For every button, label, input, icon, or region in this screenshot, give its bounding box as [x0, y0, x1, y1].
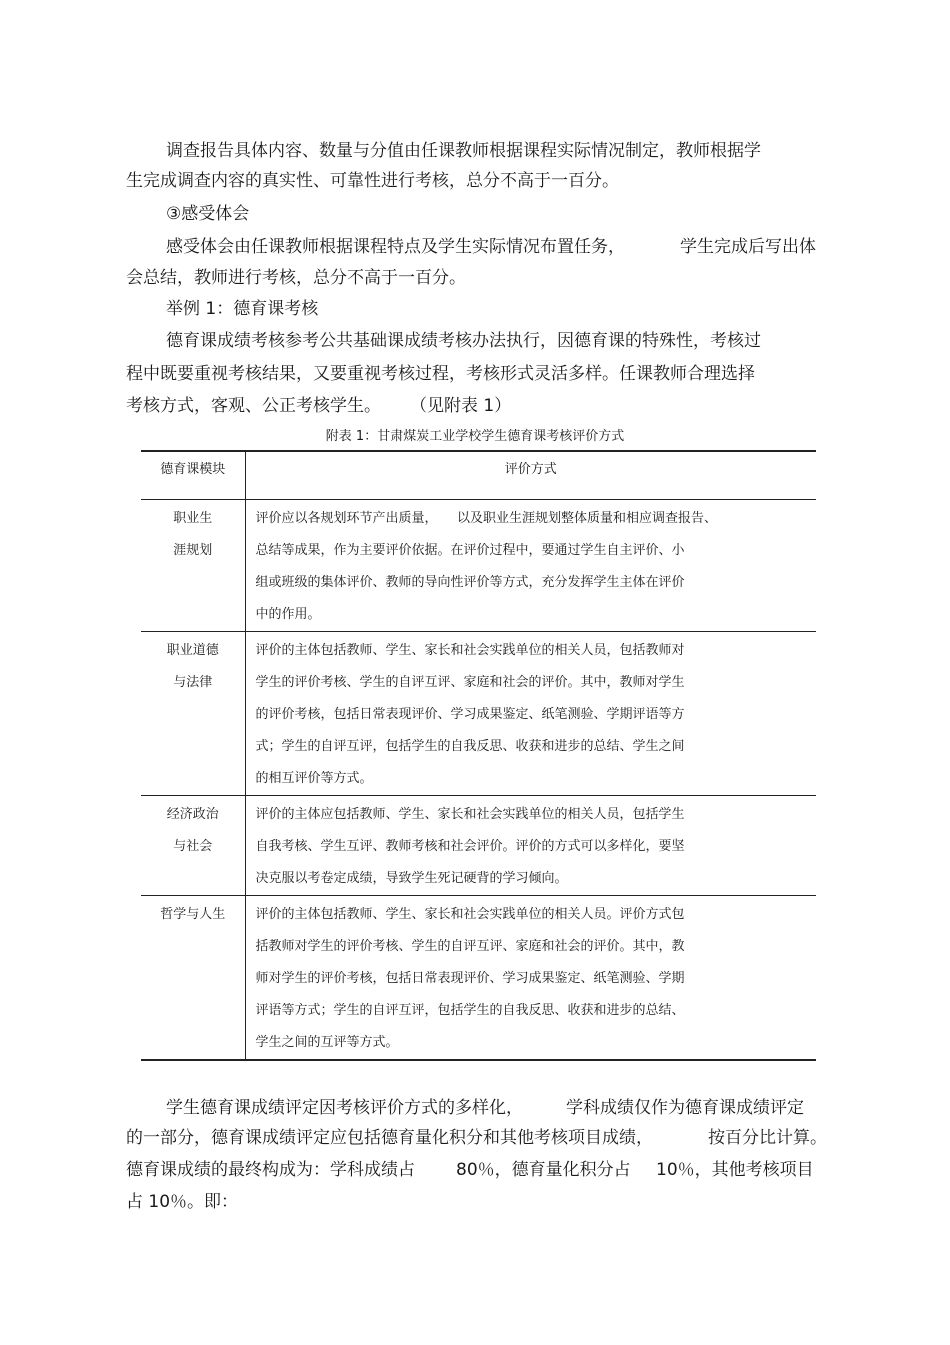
evaluation-line: 组或班级的集体评价、教师的导向性评价等方式，充分发挥学生主体在评价 [255, 574, 685, 590]
table-row [141, 895, 816, 1060]
outro-line-2b: 按百分比计算。 [708, 1128, 827, 1148]
intro-line-7: 德育课成绩考核参考公共基础课成绩考核办法执行，因德育课的特殊性，考核过 [166, 331, 761, 351]
intro-line-4a: 感受体会由任课教师根据课程特点及学生实际情况布置任务， [166, 237, 625, 257]
outro-line-3b: 80％，德育量化积分占 [456, 1160, 631, 1180]
evaluation-line: 决克服以考卷定成绩，导致学生死记硬背的学习倾向。 [255, 870, 568, 886]
evaluation-line: 自我考核、学生互评、教师考核和社会评价。评价的方式可以多样化，要坚 [255, 838, 685, 854]
intro-line-9b: （见附表 1） [410, 396, 512, 416]
evaluation-cell [245, 499, 816, 631]
intro-line-4b: 学生完成后写出体 [680, 237, 816, 257]
module-name-line: 职业生 [173, 510, 213, 526]
intro-line-2: 生完成调查内容的真实性、可靠性进行考核，总分不高于一百分。 [126, 171, 619, 191]
intro-line-1: 调查报告具体内容、数量与分值由任课教师根据课程实际情况制定，教师根据学 [166, 141, 761, 161]
intro-line-9a: 考核方式，客观、公正考核学生。 [126, 396, 381, 416]
evaluation-line: 评价应以各规划环节产出质量， 以及职业生涯规划整体质量和相应调查报告、 [255, 510, 718, 526]
module-cell [141, 795, 245, 895]
evaluation-line: 括教师对学生的评价考核、学生的自评互评、家庭和社会的评价。其中，教 [255, 938, 685, 954]
module-cell [141, 895, 245, 1060]
section-heading-feelings: ③感受体会 [166, 204, 250, 224]
evaluation-line: 学生的评价考核、学生的自评互评、家庭和社会的评价。其中，教师对学生 [255, 674, 685, 690]
table-row [141, 631, 816, 795]
table-header-row [141, 451, 816, 499]
evaluation-line: 评价的主体包括教师、学生、家长和社会实践单位的相关人员。评价方式包 [255, 906, 685, 922]
table-caption: 附表 1：甘肃煤炭工业学校学生德育课考核评价方式 [325, 429, 625, 444]
example-heading: 举例 1：德育课考核 [166, 299, 319, 319]
module-name-line: 哲学与人生 [160, 906, 226, 922]
outro-line-1b: 学科成绩仅作为德育课成绩评定 [566, 1098, 804, 1118]
module-name-line: 与法律 [173, 674, 213, 690]
outro-line-4: 占 10％。即： [126, 1192, 239, 1212]
module-name-line: 经济政治 [166, 806, 219, 822]
evaluation-line: 总结等成果，作为主要评价依据。在评价过程中，要通过学生自主评价、小 [255, 542, 685, 558]
outro-line-3c: 10％，其他考核项目 [656, 1160, 814, 1180]
evaluation-line: 的评价考核，包括日常表现评价、学习成果鉴定、纸笔测验、学期评语等方 [255, 706, 685, 722]
module-cell [141, 631, 245, 795]
evaluation-line: 评语等方式；学生的自评互评，包括学生的自我反思、收获和进步的总结、 [255, 1002, 685, 1018]
evaluation-line: 评价的主体包括教师、学生、家长和社会实践单位的相关人员，包括教师对 [255, 642, 685, 658]
evaluation-cell [245, 795, 816, 895]
module-cell [141, 499, 245, 631]
evaluation-line: 师对学生的评价考核，包括日常表现评价、学习成果鉴定、纸笔测验、学期 [255, 970, 685, 986]
outro-line-3a: 德育课成绩的最终构成为：学科成绩占 [126, 1160, 415, 1180]
intro-line-5: 会总结，教师进行考核，总分不高于一百分。 [126, 268, 466, 288]
evaluation-line: 式；学生的自评互评，包括学生的自我反思、收获和进步的总结、学生之间 [255, 738, 685, 754]
table-row [141, 499, 816, 631]
outro-line-1a: 学生德育课成绩评定因考核评价方式的多样化， [166, 1098, 523, 1118]
intro-line-8: 程中既要重视考核结果，又要重视考核过程，考核形式灵活多样。任课教师合理选择 [126, 364, 755, 384]
header-evaluation: 评价方式 [504, 462, 557, 477]
module-name-line: 涯规划 [173, 542, 213, 558]
evaluation-line: 学生之间的互评等方式。 [255, 1034, 399, 1050]
module-name-line: 职业道德 [166, 642, 219, 658]
header-module: 德育课模块 [141, 451, 245, 499]
evaluation-line: 评价的主体应包括教师、学生、家长和社会实践单位的相关人员，包括学生 [255, 806, 685, 822]
evaluation-line: 中的作用。 [255, 606, 321, 622]
evaluation-line: 的相互评价等方式。 [255, 770, 373, 786]
outro-line-2a: 的一部分，德育课成绩评定应包括德育量化积分和其他考核项目成绩， [126, 1128, 653, 1148]
evaluation-cell [245, 631, 816, 795]
evaluation-cell [245, 895, 816, 1060]
module-name-line: 与社会 [173, 838, 213, 854]
table-row [141, 795, 816, 895]
assessment-table [141, 450, 816, 1061]
